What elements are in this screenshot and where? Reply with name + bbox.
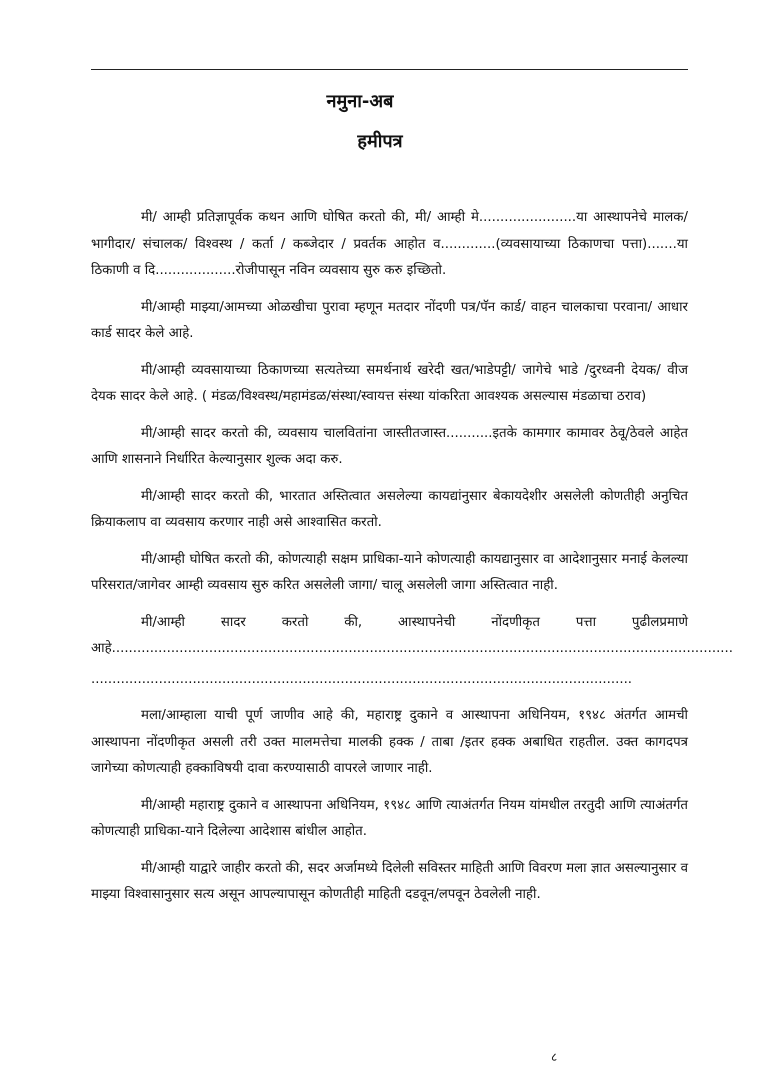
paragraph-ownership-rights: मला/आम्हाला याची पूर्ण जाणीव आहे की, महाराष्ट्र दुकाने व आस्थापना अधिनियम, १९४८ अंतर्गत आमची आस्थापना नोंदणीकृत असली तरी उक्त मालमत्तेचा मालकी हक्क / ताबा /इतर हक्क अबाधित राहतील. उक्त कागदपत्र जागेच्या कोणत्याही हक्काविषयी दावा करण्यासाठी वापरले जाणार नाही.	[91, 708, 688, 776]
paragraph-act-compliance: मी/आम्ही महाराष्ट्र दुकाने व आस्थापना अधिनियम, १९४८ आणि त्याअंतर्गत नियम यांमधील तरतुदी आणि त्याअंतर्गत कोणत्याही प्राधिका-याने दिलेल्या आदेशास बांधील आहोत.	[91, 797, 688, 839]
paragraph-truth-declaration: मी/आम्ही याद्वारे जाहीर करतो की, सदर अर्जामध्ये दिलेली सविस्तर माहिती आणि विवरण मला ज्ञात असल्यानुसार व माझ्या विश्वासानुसार सत्य असून आपल्यापासून कोणतीही माहिती दडवून/लपवून ठेवलेली नाही.	[91, 860, 688, 902]
top-rule	[91, 69, 688, 70]
document-body	[91, 205, 733, 919]
paragraph-registered-address: मी/आम्ही सादर करतो की, आस्थापनेची नोंदणीकृत पत्ता पुढीलप्रमाणे आहे...................................................................................................................................................	[91, 614, 733, 656]
paragraph-identity-proof: मी/आम्ही माझ्या/आमच्या ओळखीचा पुरावा म्हणून मतदार नोंदणी पत्र/पॅन कार्ड/ वाहन चालकाचा परवाना/ आधार कार्ड सादर केले आहे.	[91, 299, 688, 341]
paragraph-lawful-business: मी/आम्ही सादर करतो की, भारतात अस्तित्वात असलेल्या कायद्यांनुसार बेकायदेशीर असलेली कोणतीही अनुचित क्रियाकलाप वा व्यवसाय करणार नाही असे आश्वासित करतो.	[91, 488, 688, 530]
document-title: हमीपत्र	[357, 131, 403, 152]
form-name: नमुना-अब	[326, 91, 394, 112]
paragraph-address-proof: मी/आम्ही व्यवसायाच्या ठिकाणच्या सत्यतेच्या समर्थनार्थ खरेदी खत/भाडेपट्टी/ जागेचे भाडे /दुरध्वनी देयक/ वीज देयक सादर केले आहे. ( मंडळ/विश्वस्थ/महामंडळ/संस्था/स्वायत्त संस्था यांकरिता आवश्यक असल्यास मंडळाचा ठराव)	[91, 362, 688, 404]
paragraph-declaration: मी/ आम्ही प्रतिज्ञापूर्वक कथन आणि घोषित करतो की, मी/ आम्ही मे.......................या आस्थापनेचे मालक/ भागीदार/ संचालक/ विश्वस्थ / कर्ता / कब्जेदार / प्रवर्तक आहोत व.............(व्यवसायाच्या ठिकाणचा पत्ता).......या ठिकाणी व दि...................रोजीपासून नविन व्यवसाय सुरु करु इच्छितो.	[91, 210, 688, 278]
paragraph-workers: मी/आम्ही सादर करतो की, व्यवसाय चालवितांना जास्तीतजास्त...........इतके कामगार कामावर ठेवू/ठेवले आहेत आणि शासनाने निर्धारित केल्यानुसार शुल्क अदा करु.	[91, 425, 688, 467]
paragraph-prohibited-area: मी/आम्ही घोषित करतो की, कोणत्याही सक्षम प्राधिका-याने कोणत्याही कायद्यानुसार वा आदेशानुसार मनाई केलल्या परिसरात/जागेवर आम्ही व्यवसाय सुरु करित असलेली जागा/ चालू असलेली जागा अस्तित्वात नाही.	[91, 551, 688, 593]
address-blank-line: ................................................................................................................................	[91, 671, 633, 687]
page-number: ८	[551, 1050, 558, 1064]
